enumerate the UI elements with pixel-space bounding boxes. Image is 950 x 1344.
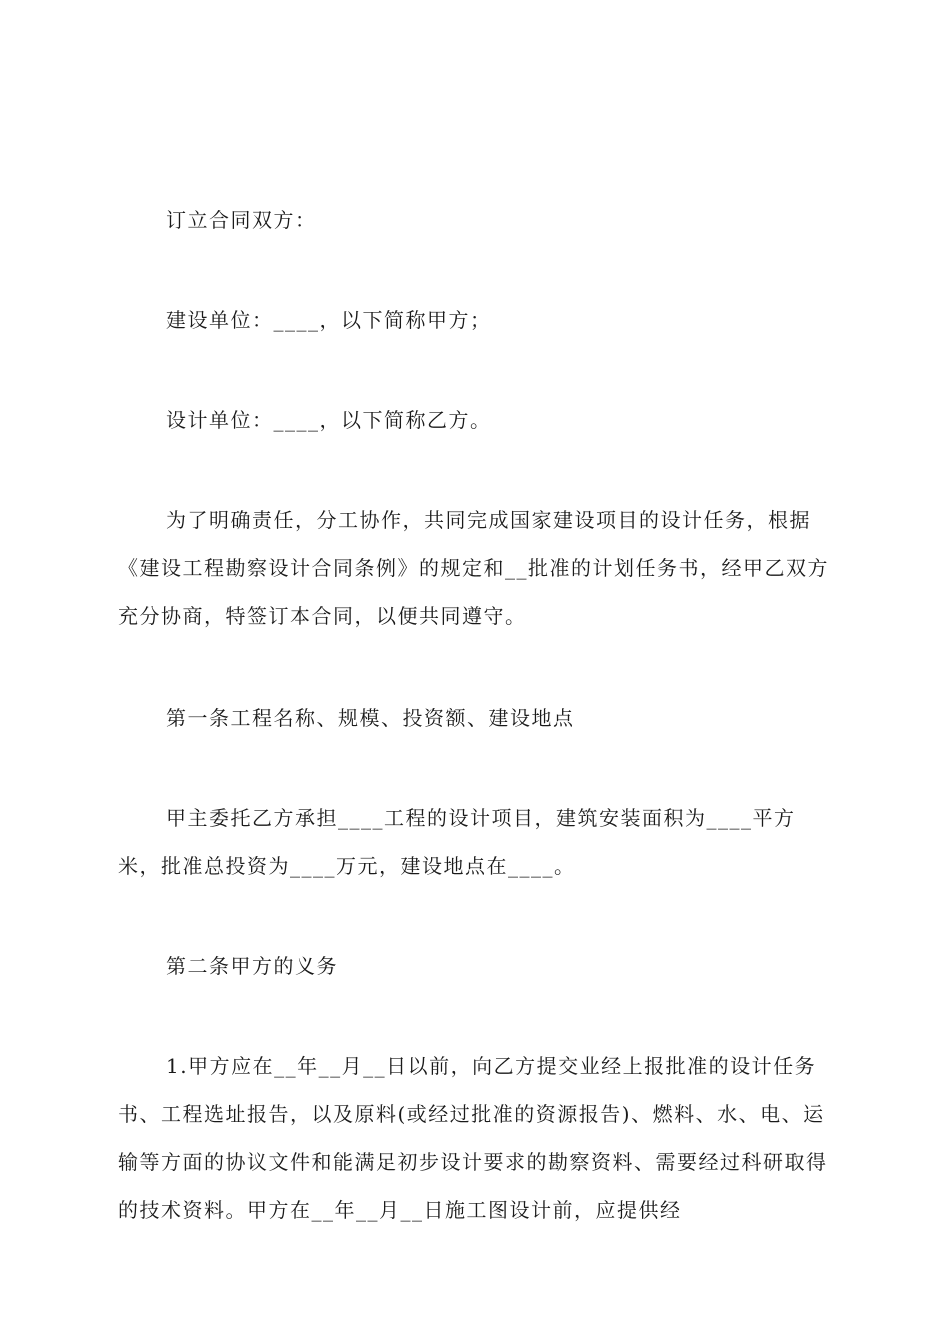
party-b-line: 设计单位：____，以下简称乙方。 (166, 408, 492, 432)
article-1-heading: 第一条工程名称、规模、投资额、建设地点 (166, 706, 575, 730)
party-a-line: 建设单位：____，以下简称甲方； (166, 308, 492, 332)
preamble-paragraph: 为了明确责任，分工协作，共同完成国家建设项目的设计任务，根据《建设工程勘察设计合同条例》的规定和__批准的计划任务书，经甲乙双方充分协商，特签订本合同，以便共同遵守。 (118, 508, 829, 628)
article-1-body: 甲主委托乙方承担____工程的设计项目，建筑安装面积为____平方米，批准总投资为____万元，建设地点在____。 (118, 806, 796, 878)
parties-heading: 订立合同双方： (166, 208, 317, 232)
article-2-heading: 第二条甲方的义务 (166, 954, 338, 978)
article-2-item-1: 1.甲方应在__年__月__日以前，向乙方提交业经上报批准的设计任务书、工程选址报告，以及原料(或经过批准的资源报告)、燃料、水、电、运输等方面的协议文件和能满足初步设计要求的勘察资料、需要经过科研取得的技术资料。甲方在__年__月__日施工图设计前，应提供经 (118, 1054, 828, 1222)
